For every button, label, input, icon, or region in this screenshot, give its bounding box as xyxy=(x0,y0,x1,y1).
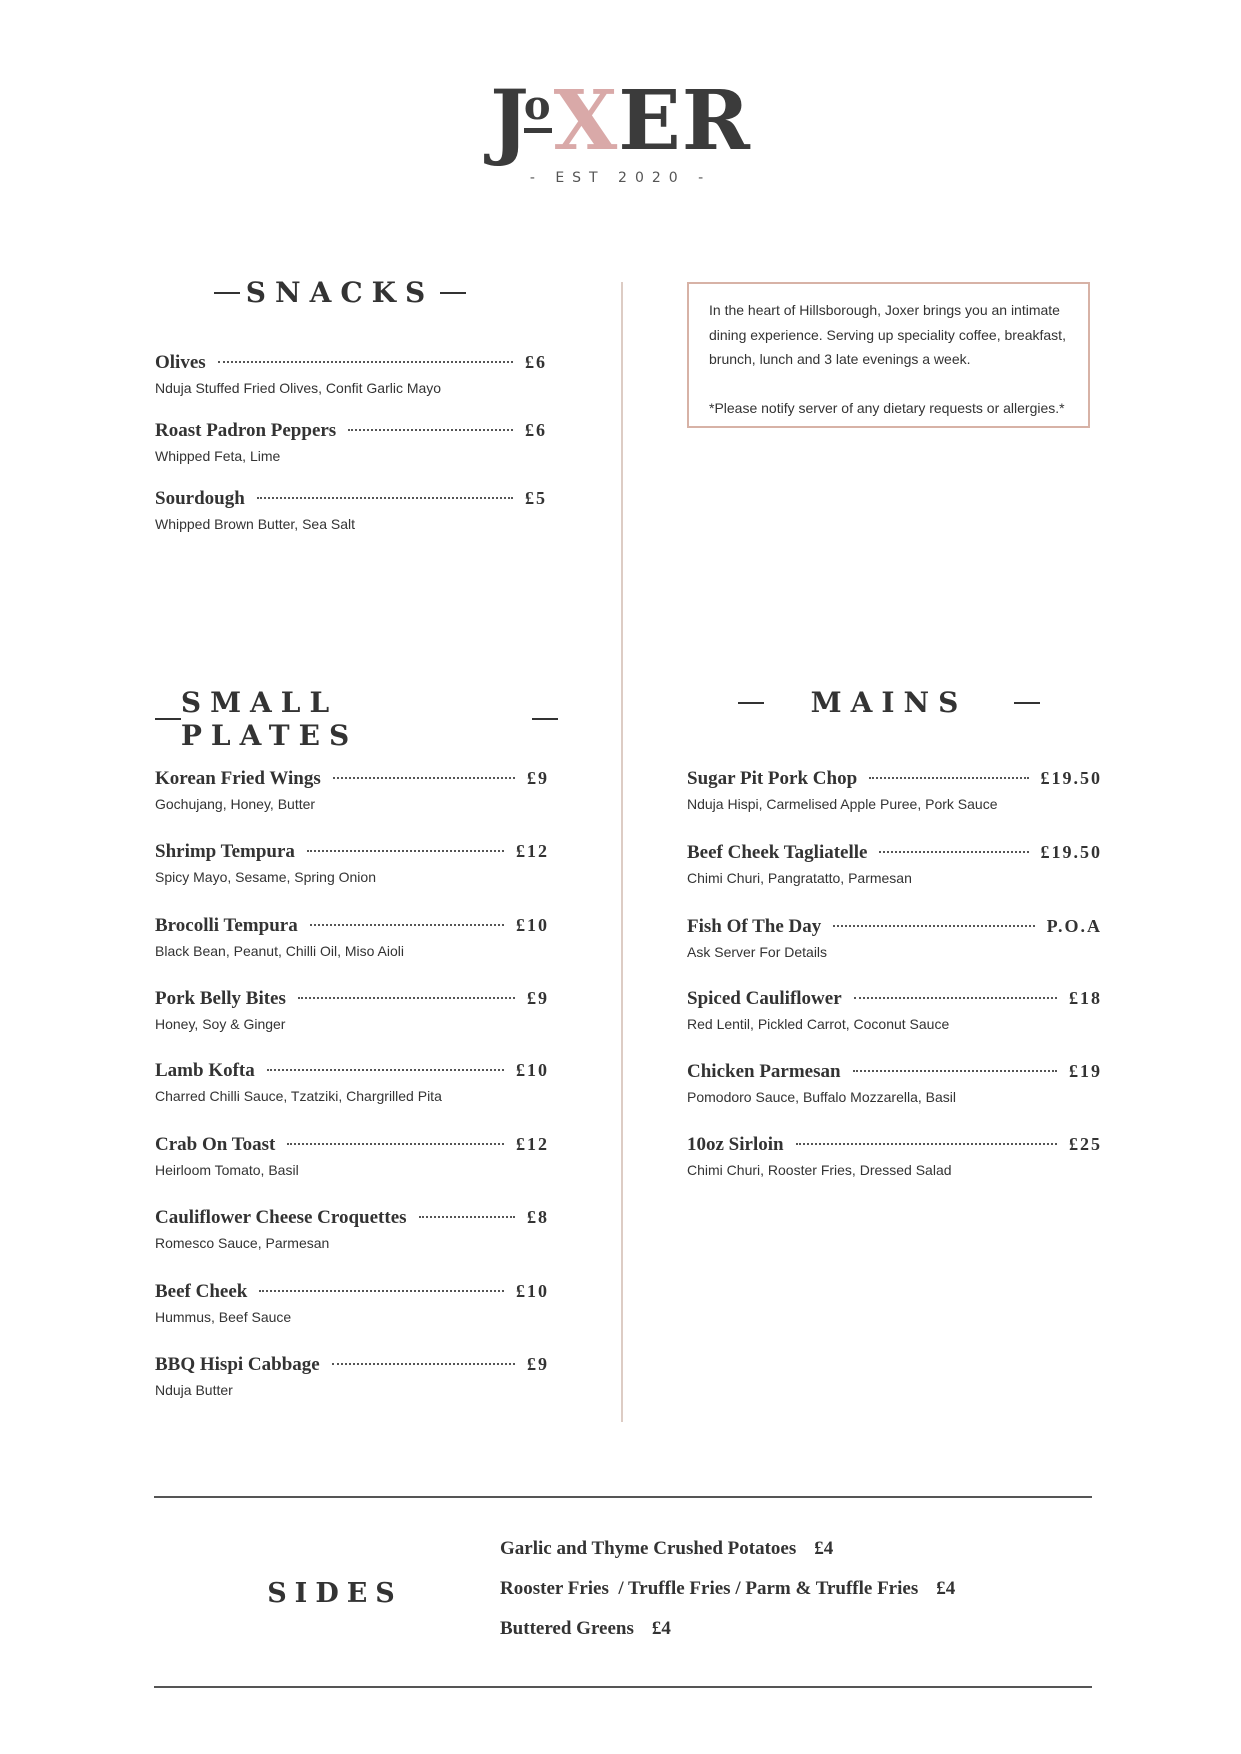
item-description: Romesco Sauce, Parmesan xyxy=(155,1235,330,1251)
menu-item xyxy=(687,768,1102,812)
column-divider xyxy=(621,282,623,1422)
item-description: Ask Server For Details xyxy=(687,944,828,960)
heading-dash-right xyxy=(1014,702,1040,704)
menu-item xyxy=(687,842,1102,886)
logo-established: - EST 2020 - xyxy=(529,170,712,186)
item-description: Spicy Mayo, Sesame, Spring Onion xyxy=(155,869,376,885)
sides-top-rule xyxy=(154,1496,1092,1498)
menu-item xyxy=(155,420,547,464)
dot-leader xyxy=(259,1290,504,1292)
side-item xyxy=(500,1578,955,1600)
item-description: Chimi Churi, Rooster Fries, Dressed Salad xyxy=(687,1162,952,1178)
heading-dash-left xyxy=(738,702,764,704)
heading-dash-right xyxy=(440,292,466,294)
item-price: £6 xyxy=(525,352,547,372)
item-price: £19 xyxy=(1069,1061,1102,1081)
item-price: £25 xyxy=(1069,1134,1102,1154)
side-price: £4 xyxy=(651,1618,671,1639)
item-price: £5 xyxy=(525,488,547,508)
dot-leader xyxy=(218,361,513,363)
item-description: Chimi Churi, Pangratatto, Parmesan xyxy=(687,870,912,886)
menu-item xyxy=(687,1061,1102,1105)
side-name: Buttered Greens xyxy=(500,1618,634,1639)
logo-letter-o: o xyxy=(524,86,552,133)
dot-leader xyxy=(796,1143,1057,1145)
logo-letters-er: ER xyxy=(618,73,751,169)
dot-leader xyxy=(287,1143,504,1145)
item-name: Korean Fried Wings xyxy=(155,768,321,789)
menu-item xyxy=(155,1207,549,1251)
item-price: £8 xyxy=(527,1207,549,1227)
item-description: Charred Chilli Sauce, Tzatziki, Chargrilled Pita xyxy=(155,1088,442,1104)
item-name: Olives xyxy=(155,352,206,373)
item-name: Chicken Parmesan xyxy=(687,1061,841,1082)
intro-box xyxy=(687,282,1090,428)
dot-leader xyxy=(854,997,1057,999)
heading-dash-left xyxy=(214,292,240,294)
item-price: £6 xyxy=(525,420,547,440)
side-price: £4 xyxy=(814,1538,834,1559)
menu-item xyxy=(155,1134,549,1178)
item-description: Heirloom Tomato, Basil xyxy=(155,1162,299,1178)
item-name: Sugar Pit Pork Chop xyxy=(687,768,858,789)
dot-leader xyxy=(267,1069,504,1071)
item-name: 10oz Sirloin xyxy=(687,1134,784,1155)
item-description: Black Bean, Peanut, Chilli Oil, Miso Aioli xyxy=(155,943,404,959)
item-price: £12 xyxy=(516,841,549,861)
dot-leader xyxy=(879,851,1028,853)
item-description: Whipped Feta, Lime xyxy=(155,448,281,464)
logo-letter-j: J xyxy=(490,73,530,169)
dot-leader xyxy=(333,777,515,779)
mains-title: MAINS xyxy=(810,686,968,719)
snacks-heading xyxy=(214,276,466,309)
mains-heading xyxy=(738,686,1040,719)
item-price: £19.50 xyxy=(1040,842,1102,862)
dot-leader xyxy=(310,924,504,926)
item-name: Lamb Kofta xyxy=(155,1060,255,1081)
item-name: Spiced Cauliflower xyxy=(687,988,842,1009)
menu-item xyxy=(155,1281,549,1325)
menu-item xyxy=(155,841,549,885)
item-name: Crab On Toast xyxy=(155,1134,276,1155)
item-name: Roast Padron Peppers xyxy=(155,420,337,441)
item-name: BBQ Hispi Cabbage xyxy=(155,1354,320,1375)
dot-leader xyxy=(298,997,515,999)
menu-item xyxy=(155,988,549,1032)
menu-item xyxy=(155,915,549,959)
small-plates-heading xyxy=(155,686,558,752)
heading-dash-left xyxy=(155,718,181,720)
menu-item xyxy=(687,988,1102,1032)
item-description: Gochujang, Honey, Butter xyxy=(155,796,316,812)
logo-letter-x: X xyxy=(553,73,619,169)
menu-item xyxy=(687,1134,1102,1178)
item-name: Pork Belly Bites xyxy=(155,988,286,1009)
item-price: £18 xyxy=(1069,988,1102,1008)
menu-item xyxy=(155,1354,549,1398)
sides-bottom-rule xyxy=(154,1686,1092,1688)
item-description: Red Lentil, Pickled Carrot, Coconut Sauce xyxy=(687,1016,950,1032)
dot-leader xyxy=(419,1216,515,1218)
item-price: £19.50 xyxy=(1040,768,1102,788)
menu-item xyxy=(155,768,549,812)
dot-leader xyxy=(332,1363,515,1365)
item-name: Fish Of The Day xyxy=(687,916,822,937)
item-price: £9 xyxy=(527,988,549,1008)
side-item xyxy=(500,1618,671,1640)
menu-item xyxy=(155,488,547,532)
item-name: Beef Cheek Tagliatelle xyxy=(687,842,868,863)
menu-item xyxy=(155,352,547,396)
item-name: Beef Cheek xyxy=(155,1281,248,1302)
item-description: Nduja Stuffed Fried Olives, Confit Garlic Mayo xyxy=(155,380,442,396)
dot-leader xyxy=(348,429,513,431)
logo-wordmark xyxy=(490,73,751,169)
item-price: £12 xyxy=(516,1134,549,1154)
snacks-title: SNACKS xyxy=(245,276,435,309)
item-name: Brocolli Tempura xyxy=(155,915,298,936)
item-price: P.O.A xyxy=(1046,916,1102,936)
dot-leader xyxy=(257,497,513,499)
side-name: Rooster Fries / Truffle Fries / Parm & Truffle Fries xyxy=(500,1578,919,1599)
item-name: Shrimp Tempura xyxy=(155,841,295,862)
heading-dash-right xyxy=(532,718,558,720)
menu-item xyxy=(155,1060,549,1104)
allergy-note: *Please notify server of any dietary requests or allergies.* xyxy=(709,399,1065,416)
menu-item xyxy=(687,916,1102,960)
item-name: Cauliflower Cheese Croquettes xyxy=(155,1207,407,1228)
dot-leader xyxy=(869,777,1028,779)
dot-leader xyxy=(853,1070,1057,1072)
item-price: £10 xyxy=(516,915,549,935)
logo xyxy=(0,73,1241,186)
side-price: £4 xyxy=(936,1578,956,1599)
item-description: Honey, Soy & Ginger xyxy=(155,1016,286,1032)
item-price: £9 xyxy=(527,768,549,788)
intro-text: In the heart of Hillsborough, Joxer brings you an intimate dining experience. Serving up speciality coffee, breakfast, brunch, lunch and 3 late evenings a week. xyxy=(709,302,1066,367)
item-description: Nduja Hispi, Carmelised Apple Puree, Pork Sauce xyxy=(687,796,998,812)
dot-leader xyxy=(307,850,504,852)
side-item xyxy=(500,1538,833,1560)
sides-title: SIDES xyxy=(267,1578,403,1609)
item-name: Sourdough xyxy=(155,488,245,509)
item-description: Hummus, Beef Sauce xyxy=(155,1309,292,1325)
item-description: Whipped Brown Butter, Sea Salt xyxy=(155,516,355,532)
item-price: £9 xyxy=(527,1354,549,1374)
item-price: £10 xyxy=(516,1281,549,1301)
item-price: £10 xyxy=(516,1060,549,1080)
item-description: Pomodoro Sauce, Buffalo Mozzarella, Basil xyxy=(687,1089,956,1105)
item-description: Nduja Butter xyxy=(155,1382,233,1398)
dot-leader xyxy=(833,925,1034,927)
small-plates-title: SMALL PLATES xyxy=(180,686,359,752)
side-name: Garlic and Thyme Crushed Potatoes xyxy=(500,1538,797,1559)
